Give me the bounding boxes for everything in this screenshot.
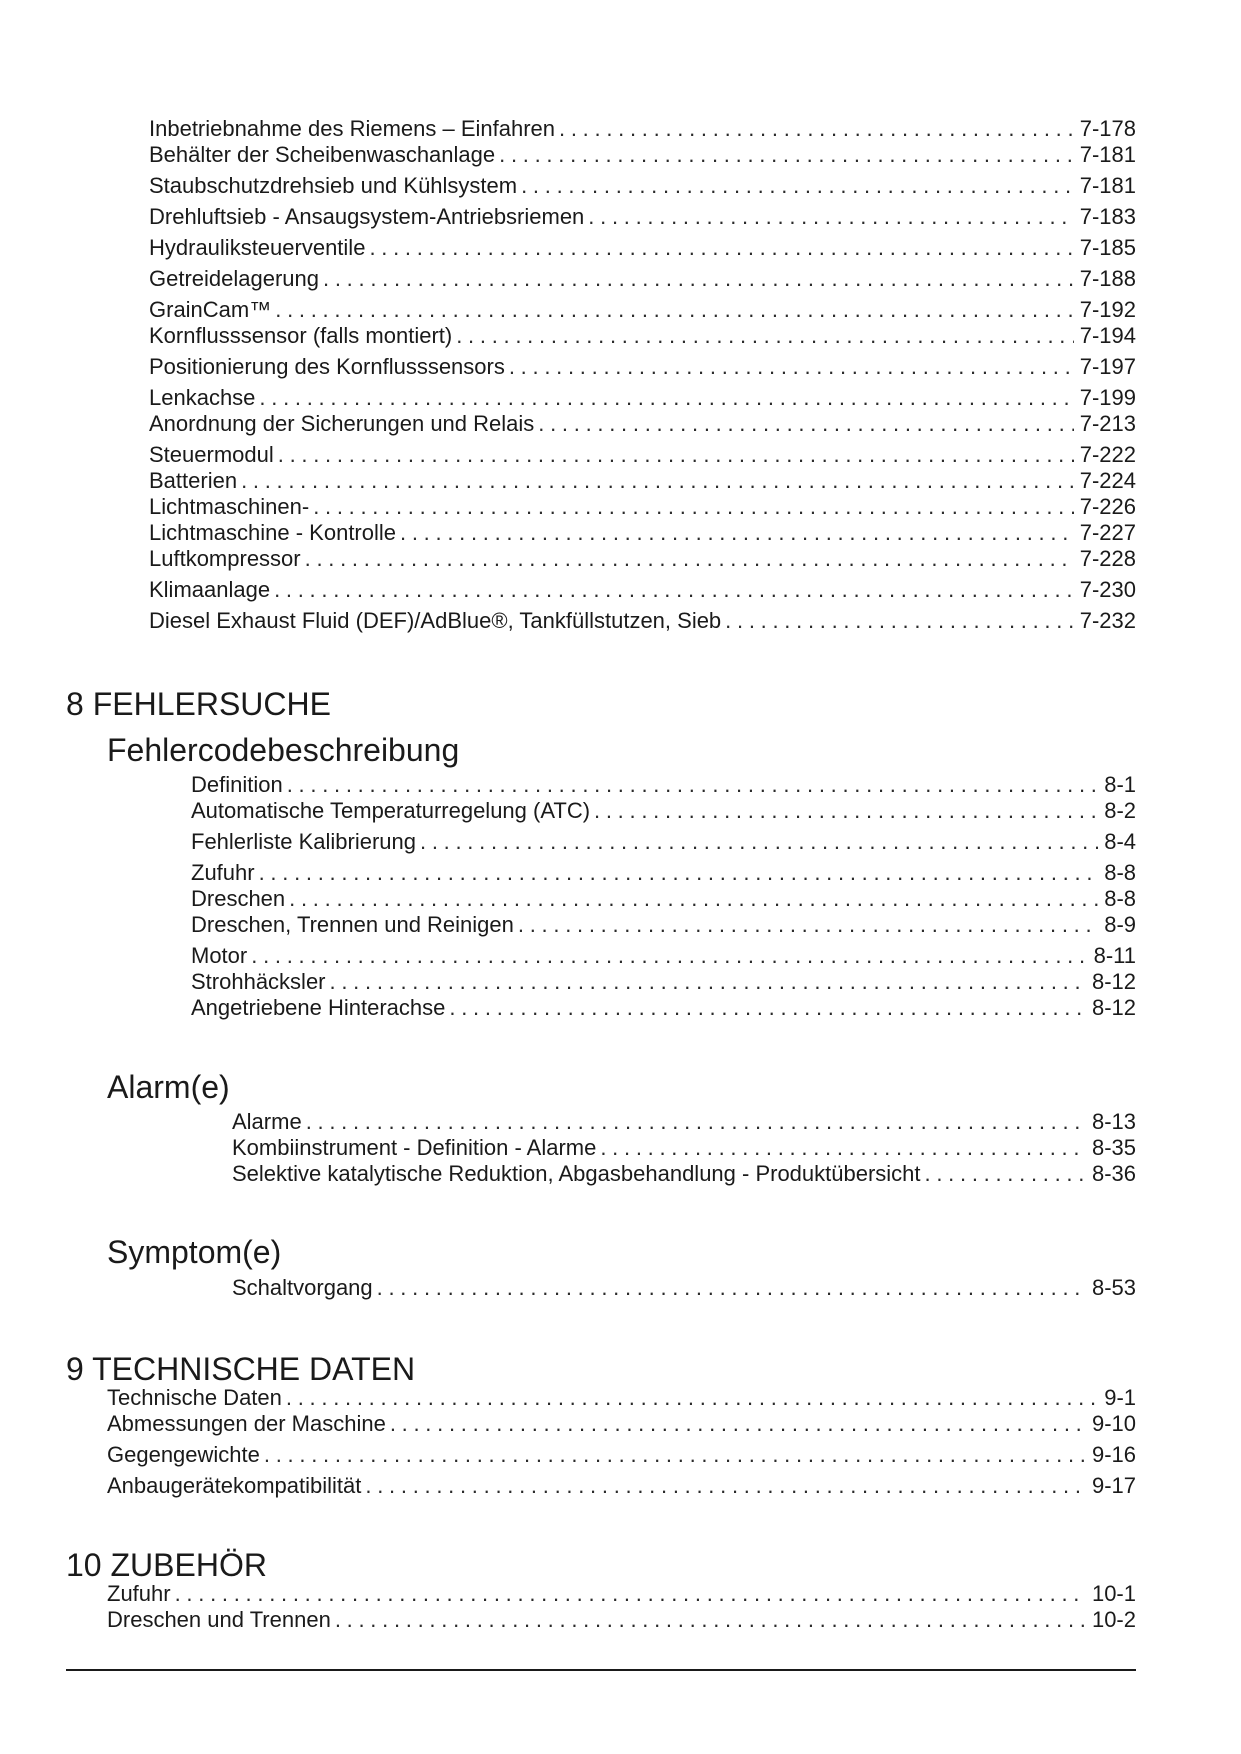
toc-leader-dots bbox=[369, 235, 1073, 261]
toc-entry[interactable] bbox=[232, 1135, 1136, 1161]
toc-leader-dots bbox=[264, 1442, 1086, 1468]
toc-entry-page: 7-228 bbox=[1079, 546, 1136, 571]
toc-entry-title: GrainCam™ bbox=[149, 297, 272, 322]
toc-leader-dots bbox=[305, 546, 1074, 572]
toc-leader-dots bbox=[420, 829, 1098, 855]
toc-entry-page: 8-8 bbox=[1104, 860, 1136, 885]
toc-entry[interactable] bbox=[107, 1473, 1136, 1499]
toc-entry-title: Zufuhr bbox=[107, 1581, 171, 1606]
toc-entry-page: 9-16 bbox=[1091, 1442, 1136, 1467]
chapter-heading[interactable]: 9 TECHNISCHE DATEN bbox=[66, 1351, 416, 1387]
toc-entry[interactable] bbox=[232, 1109, 1136, 1135]
toc-entry[interactable] bbox=[149, 442, 1136, 468]
toc-leader-dots bbox=[509, 354, 1074, 380]
toc-leader-dots bbox=[499, 142, 1074, 168]
toc-entry-title: Lichtmaschine - Kontrolle bbox=[149, 520, 397, 545]
toc-entry[interactable] bbox=[107, 1411, 1136, 1437]
toc-entry[interactable] bbox=[191, 886, 1136, 912]
toc-leader-dots bbox=[521, 173, 1074, 199]
section-heading[interactable]: Fehlercodebeschreibung bbox=[107, 732, 460, 768]
toc-entry-title: Automatische Temperaturregelung (ATC) bbox=[191, 798, 591, 823]
toc-entry-page: 7-183 bbox=[1079, 204, 1136, 229]
toc-entry-title: Angetriebene Hinterachse bbox=[191, 995, 446, 1020]
toc-entry-page: 7-181 bbox=[1079, 142, 1136, 167]
toc-entry[interactable] bbox=[149, 577, 1136, 603]
toc-leader-dots bbox=[518, 912, 1098, 938]
toc-entry[interactable] bbox=[232, 1275, 1136, 1301]
toc-entry-page: 8-35 bbox=[1091, 1135, 1136, 1160]
toc-leader-dots bbox=[925, 1161, 1086, 1187]
toc-entry-page: 8-36 bbox=[1091, 1161, 1136, 1186]
toc-entry[interactable] bbox=[191, 995, 1136, 1021]
toc-leader-dots bbox=[287, 772, 1098, 798]
toc-leader-dots bbox=[259, 860, 1099, 886]
toc-entry-page: 7-194 bbox=[1079, 323, 1136, 348]
toc-leader-dots bbox=[594, 798, 1098, 824]
toc-entry[interactable] bbox=[191, 860, 1136, 886]
toc-entry[interactable] bbox=[191, 798, 1136, 824]
toc-leader-dots bbox=[365, 1473, 1086, 1499]
toc-leader-dots bbox=[323, 266, 1074, 292]
toc-entry-page: 7-232 bbox=[1079, 608, 1136, 633]
toc-entry[interactable] bbox=[191, 912, 1136, 938]
toc-entry-page: 8-8 bbox=[1104, 886, 1136, 911]
toc-entry-page: 7-230 bbox=[1079, 577, 1136, 602]
toc-entry[interactable] bbox=[149, 235, 1136, 261]
toc-entry[interactable] bbox=[232, 1161, 1136, 1187]
toc-entry-title: Drehluftsieb - Ansaugsystem-Antriebsriemen bbox=[149, 204, 585, 229]
toc-entry-page: 8-13 bbox=[1091, 1109, 1136, 1134]
toc-entry-page: 7-185 bbox=[1079, 235, 1136, 260]
toc-entry-page: 7-192 bbox=[1079, 297, 1136, 322]
toc-entry-title: Lichtmaschinen- bbox=[149, 494, 310, 519]
toc-entry-title: Anordnung der Sicherungen und Relais bbox=[149, 411, 535, 436]
toc-leader-dots bbox=[588, 204, 1073, 230]
toc-entry-page: 9-17 bbox=[1091, 1473, 1136, 1498]
toc-entry-title: Batterien bbox=[149, 468, 238, 493]
toc-entry-title: Positionierung des Kornflusssensors bbox=[149, 354, 505, 379]
toc-leader-dots bbox=[538, 411, 1073, 437]
toc-entry[interactable] bbox=[107, 1385, 1136, 1411]
section-heading[interactable]: Alarm(e) bbox=[107, 1069, 230, 1105]
toc-entry-title: Dreschen und Trennen bbox=[107, 1607, 331, 1632]
toc-entry-page: 8-53 bbox=[1091, 1275, 1136, 1300]
toc-entry[interactable] bbox=[149, 385, 1136, 411]
toc-leader-dots bbox=[313, 494, 1074, 520]
toc-entry[interactable] bbox=[191, 772, 1136, 798]
section-heading[interactable]: Symptom(e) bbox=[107, 1234, 282, 1270]
toc-entry-title: Technische Daten bbox=[107, 1385, 282, 1410]
toc-leader-dots bbox=[559, 116, 1074, 142]
toc-entry-page: 7-178 bbox=[1079, 116, 1136, 141]
toc-leader-dots bbox=[449, 995, 1086, 1021]
toc-entry[interactable] bbox=[107, 1607, 1136, 1633]
toc-entry[interactable] bbox=[191, 943, 1136, 969]
toc-entry-title: Anbaugerätekompatibilität bbox=[107, 1473, 362, 1498]
toc-leader-dots bbox=[289, 886, 1098, 912]
toc-entry-page: 9-1 bbox=[1104, 1385, 1136, 1410]
toc-entry-page: 7-227 bbox=[1079, 520, 1136, 545]
toc-entry[interactable] bbox=[149, 354, 1136, 380]
toc-entry-title: Dreschen bbox=[191, 886, 286, 911]
toc-entry-page: 7-188 bbox=[1079, 266, 1136, 291]
toc-entry-page: 7-181 bbox=[1079, 173, 1136, 198]
toc-entry-page: 9-10 bbox=[1091, 1411, 1136, 1436]
toc-entry-title: Zufuhr bbox=[191, 860, 255, 885]
toc-entry-title: Diesel Exhaust Fluid (DEF)/AdBlue®, Tankfüllstutzen, Sieb bbox=[149, 608, 722, 633]
toc-entry-title: Steuermodul bbox=[149, 442, 274, 467]
toc-entry-title: Abmessungen der Maschine bbox=[107, 1411, 386, 1436]
chapter-heading[interactable]: 8 FEHLERSUCHE bbox=[66, 686, 331, 722]
toc-entry-title: Kombiinstrument - Definition - Alarme bbox=[232, 1135, 597, 1160]
toc-leader-dots bbox=[600, 1135, 1086, 1161]
toc-entry[interactable] bbox=[149, 411, 1136, 437]
toc-leader-dots bbox=[241, 468, 1074, 494]
toc-entry[interactable] bbox=[149, 142, 1136, 168]
toc-entry-title: Luftkompressor bbox=[149, 546, 301, 571]
toc-entry-title: Strohhäcksler bbox=[191, 969, 326, 994]
chapter-heading[interactable]: 10 ZUBEHÖR bbox=[66, 1547, 267, 1583]
toc-entry-page: 7-222 bbox=[1079, 442, 1136, 467]
toc-entry-page: 8-4 bbox=[1104, 829, 1136, 854]
toc-entry-title: Staubschutzdrehsieb und Kühlsystem bbox=[149, 173, 518, 198]
toc-entry-page: 7-197 bbox=[1079, 354, 1136, 379]
toc-entry[interactable] bbox=[149, 546, 1136, 572]
toc-entry-page: 10-1 bbox=[1091, 1581, 1136, 1606]
toc-leader-dots bbox=[275, 297, 1073, 323]
toc-entry[interactable] bbox=[149, 608, 1136, 634]
toc-entry[interactable] bbox=[149, 468, 1136, 494]
toc-entry-page: 8-12 bbox=[1091, 995, 1136, 1020]
toc-entry[interactable] bbox=[107, 1581, 1136, 1607]
toc-leader-dots bbox=[335, 1607, 1086, 1633]
toc-leader-dots bbox=[725, 608, 1074, 634]
toc-entry-title: Definition bbox=[191, 772, 283, 797]
toc-entry-page: 7-199 bbox=[1079, 385, 1136, 410]
toc-leader-dots bbox=[306, 1109, 1086, 1135]
toc-entry-page: 10-2 bbox=[1091, 1607, 1136, 1632]
toc-entry-title: Alarme bbox=[232, 1109, 302, 1134]
toc-entry-page: 8-2 bbox=[1104, 798, 1136, 823]
toc-entry-title: Klimaanlage bbox=[149, 577, 271, 602]
toc-entry[interactable] bbox=[149, 173, 1136, 199]
toc-entry[interactable] bbox=[149, 204, 1136, 230]
toc-leader-dots bbox=[400, 520, 1074, 546]
toc-entry-page: 8-11 bbox=[1093, 943, 1136, 968]
toc-leader-dots bbox=[377, 1275, 1086, 1301]
toc-leader-dots bbox=[390, 1411, 1086, 1437]
toc-leader-dots bbox=[274, 577, 1074, 603]
toc-entry-title: Lenkachse bbox=[149, 385, 256, 410]
toc-entry-title: Gegengewichte bbox=[107, 1442, 260, 1467]
toc-entry-page: 7-213 bbox=[1079, 411, 1136, 436]
toc-entry-title: Getreidelagerung bbox=[149, 266, 320, 291]
toc-entry-title: Kornflusssensor (falls montiert) bbox=[149, 323, 453, 348]
footer-rule bbox=[66, 1669, 1136, 1671]
toc-leader-dots bbox=[259, 385, 1073, 411]
toc-entry-page: 7-226 bbox=[1079, 494, 1136, 519]
toc-entry[interactable] bbox=[149, 297, 1136, 323]
toc-leader-dots bbox=[175, 1581, 1086, 1607]
toc-entry-page: 8-1 bbox=[1104, 772, 1136, 797]
toc-leader-dots bbox=[456, 323, 1074, 349]
toc-leader-dots bbox=[330, 969, 1086, 995]
toc-entry[interactable] bbox=[149, 494, 1136, 520]
toc-entry-title: Fehlerliste Kalibrierung bbox=[191, 829, 416, 854]
toc-entry-page: 8-12 bbox=[1091, 969, 1136, 994]
toc-entry[interactable] bbox=[107, 1442, 1136, 1468]
toc-entry[interactable] bbox=[149, 266, 1136, 292]
toc-leader-dots bbox=[251, 943, 1087, 969]
toc-entry[interactable] bbox=[191, 829, 1136, 855]
toc-entry-title: Hydrauliksteuerventile bbox=[149, 235, 366, 260]
toc-entry[interactable] bbox=[149, 323, 1136, 349]
toc-entry-page: 7-224 bbox=[1079, 468, 1136, 493]
toc-entry-title: Selektive katalytische Reduktion, Abgasbehandlung - Produktübersicht bbox=[232, 1161, 921, 1186]
toc-entry-page: 8-9 bbox=[1104, 912, 1136, 937]
toc-entry-title: Behälter der Scheibenwaschanlage bbox=[149, 142, 496, 167]
toc-leader-dots bbox=[286, 1385, 1098, 1411]
toc-entry-title: Dreschen, Trennen und Reinigen bbox=[191, 912, 514, 937]
toc-entry-title: Motor bbox=[191, 943, 248, 968]
toc-leader-dots bbox=[278, 442, 1074, 468]
toc-entry[interactable] bbox=[149, 520, 1136, 546]
toc-entry[interactable] bbox=[191, 969, 1136, 995]
toc-entry-title: Inbetriebnahme des Riemens – Einfahren bbox=[149, 116, 556, 141]
toc-entry-title: Schaltvorgang bbox=[232, 1275, 373, 1300]
toc-entry[interactable] bbox=[149, 116, 1136, 142]
